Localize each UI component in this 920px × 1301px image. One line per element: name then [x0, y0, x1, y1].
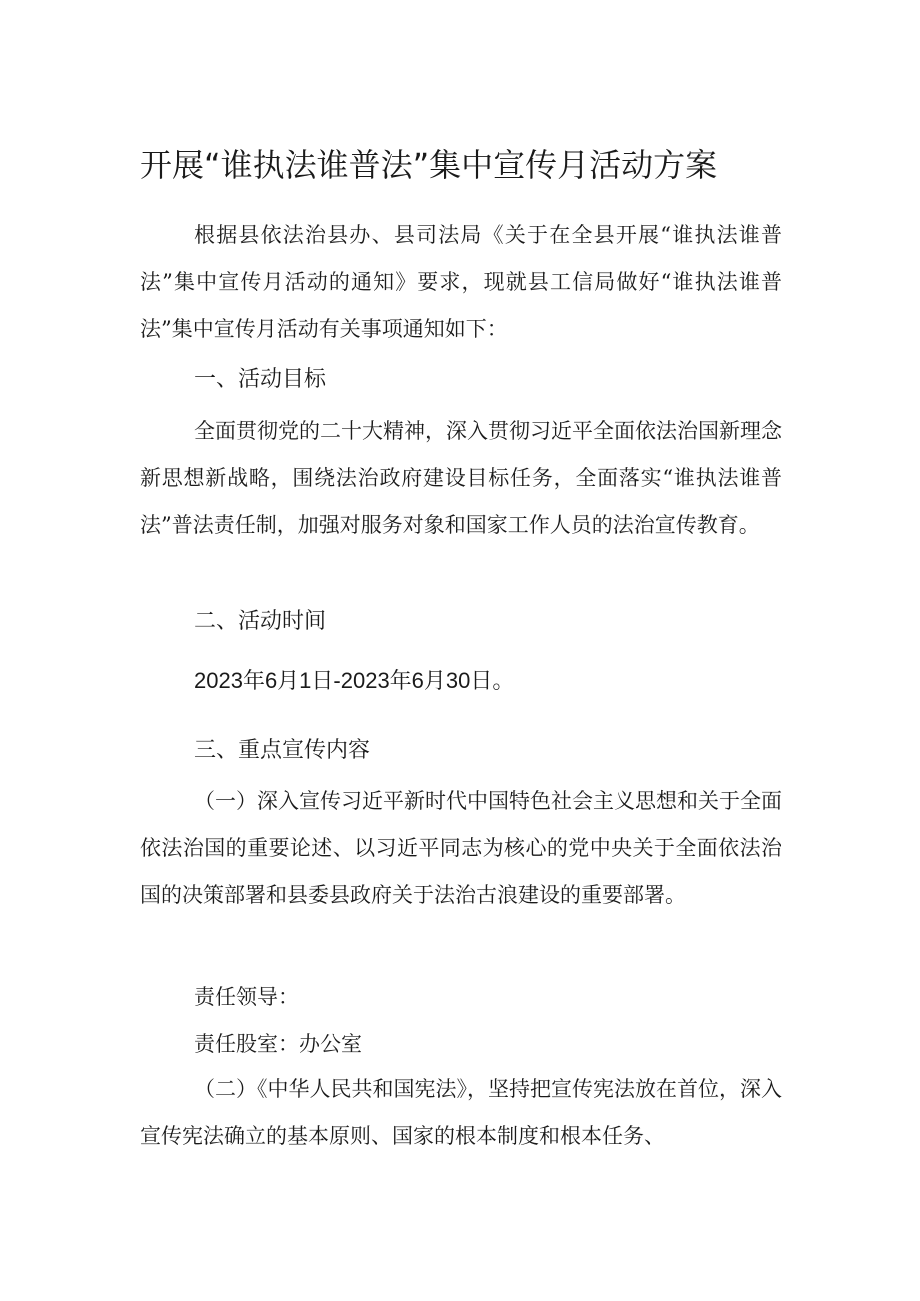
content-item-1: （一）深入宣传习近平新时代中国特色社会主义思想和关于全面依法治国的重要论述、以习近平同志为核心的党中央关于全面依法治国的决策部署和县委县政府关于法治古浪建设的重要部署。 [140, 789, 782, 907]
content-item-2: （二）《中华人民共和国宪法》，坚持把宣传宪法放在首位，深入宣传宪法确立的基本原则、国家的根本制度和根本任务、 [140, 1077, 782, 1148]
intro-paragraph: 根据县依法治县办、县司法局《关于在全县开展“谁执法谁普法”集中宣传月活动的通知》要求，现就县工信局做好“谁执法谁普法”集中宣传月活动有关事项通知如下： [140, 223, 782, 341]
section-heading-goals: 一、活动目标 [194, 367, 327, 392]
section-heading-content: 三、重点宣传内容 [194, 738, 371, 763]
responsible-office: 责任股室：办公室 [194, 1032, 362, 1056]
time-paragraph: 2023年6月1日-2023年6月30日。 [194, 668, 515, 693]
goals-paragraph: 全面贯彻党的二十大精神，深入贯彻习近平全面依法治国新理念新思想新战略，围绕法治政府建设目标任务，全面落实“谁执法谁普法”普法责任制，加强对服务对象和国家工作人员的法治宣传教育。 [140, 419, 782, 537]
section-heading-time: 二、活动时间 [194, 609, 327, 634]
document-title: 开展“谁执法谁普法”集中宣传月活动方案 [140, 146, 718, 184]
responsible-leader: 责任领导： [194, 985, 299, 1009]
